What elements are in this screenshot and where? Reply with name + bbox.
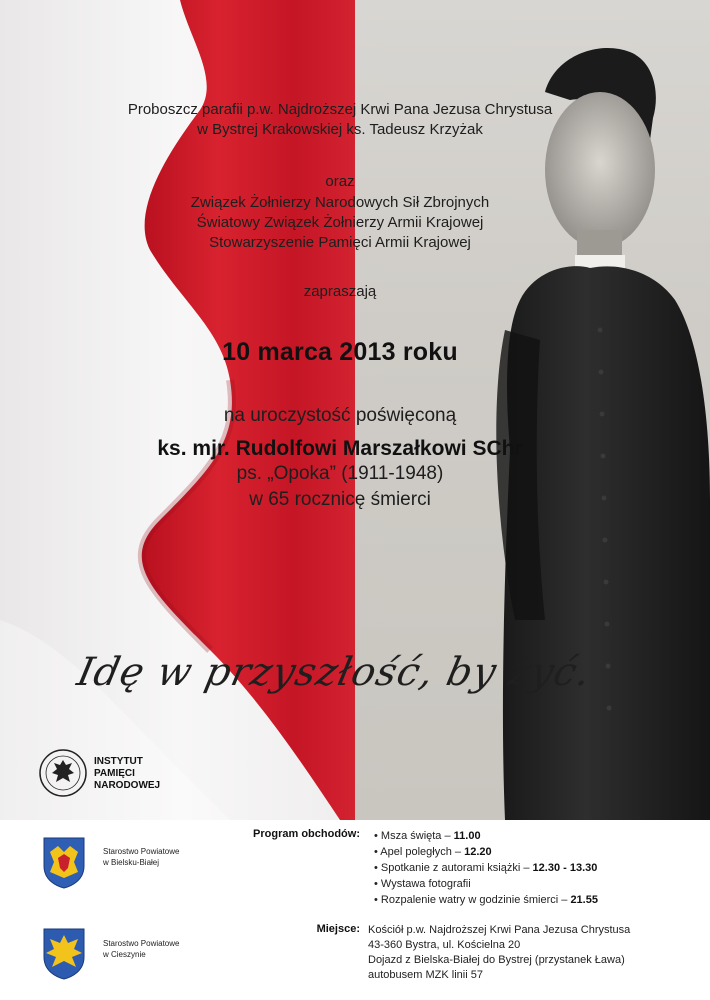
ipn-logo xyxy=(38,748,198,806)
anniversary-line: w 65 rocznicę śmierci xyxy=(249,489,431,510)
place-heading: Miejsce: xyxy=(316,923,360,935)
event-date: 10 marca 2013 roku xyxy=(222,338,458,366)
footer-section xyxy=(0,820,710,1000)
program-list xyxy=(374,828,704,908)
motto-script: Idę w przyszłość, by żyć. xyxy=(73,650,596,695)
sponsor-bielsko-line-1: Starostwo Powiatowe xyxy=(103,847,180,856)
place-line-2: 43-360 Bystra, ul. Kościelna 20 xyxy=(368,939,521,951)
place-details xyxy=(368,923,703,983)
place-line-1: Kościół p.w. Najdroższej Krwi Pana Jezusa Chrystusa xyxy=(368,924,631,936)
host-text xyxy=(40,100,640,140)
sponsor-cieszyn-line-1: Starostwo Powiatowe xyxy=(103,939,180,948)
eagle-emblem-icon xyxy=(38,748,88,798)
invite-text: zapraszają xyxy=(303,283,377,300)
program-item-time: 12.30 - 13.30 xyxy=(532,862,598,874)
program-item xyxy=(374,892,704,908)
coat-of-arms-bielsko-icon xyxy=(40,834,88,890)
ipn-line-2: PAMIĘCI xyxy=(94,768,135,779)
coat-of-arms-cieszyn-icon xyxy=(40,925,88,981)
sponsor-label-cieszyn xyxy=(103,938,179,960)
sponsor-label-bielsko xyxy=(103,846,179,868)
program-heading: Program obchodów: xyxy=(253,828,360,840)
program-item-time: 21.55 xyxy=(570,894,598,906)
program-item-label: • Apel poległych – xyxy=(374,846,465,858)
program-item xyxy=(374,828,704,844)
program-item-label: • Wystawa fotografii xyxy=(374,878,471,890)
organization-2: Światowy Związek Żołnierzy Armii Krajowej xyxy=(196,214,484,231)
ipn-line-3: NARODOWEJ xyxy=(94,780,161,791)
oraz-text: oraz xyxy=(325,173,355,190)
program-item-time: 12.20 xyxy=(464,846,492,858)
honoree-pseudonym: ps. „Opoka” (1911-1948) xyxy=(236,463,444,484)
organizations-list xyxy=(40,193,640,253)
ipn-line-1: INSTYTUT xyxy=(94,756,143,767)
program-item-label: • Rozpalenie watry w godzinie śmierci – xyxy=(374,894,571,906)
program-item-label: • Msza święta – xyxy=(374,830,454,842)
organization-3: Stowarzyszenie Pamięci Armii Krajowej xyxy=(209,234,471,251)
place-line-3: Dojazd z Bielska-Białej do Bystrej (przystanek Ława) xyxy=(368,954,625,966)
sponsor-bielsko-line-2: w Bielsku-Białej xyxy=(103,858,160,867)
program-item-time: 11.00 xyxy=(453,830,481,842)
program-item-label: • Spotkanie z autorami książki – xyxy=(374,862,533,874)
organization-1: Związek Żołnierzy Narodowych Sił Zbrojnych xyxy=(190,194,490,211)
host-line-1: Proboszcz parafii p.w. Najdroższej Krwi Pana Jezusa Chrystusa xyxy=(127,101,553,118)
host-line-2: w Bystrej Krakowskiej ks. Tadeusz Krzyżak xyxy=(197,121,483,138)
occasion-line: na uroczystość poświęconą xyxy=(223,405,457,426)
program-item xyxy=(374,876,704,892)
ipn-name xyxy=(94,756,160,792)
program-item xyxy=(374,860,704,876)
place-line-4: autobusem MZK linii 57 xyxy=(368,969,483,981)
sponsor-cieszyn-line-2: w Cieszynie xyxy=(103,950,146,959)
honoree-name: ks. mjr. Rudolfowi Marszałkowi SChr xyxy=(157,437,523,460)
program-item xyxy=(374,844,704,860)
